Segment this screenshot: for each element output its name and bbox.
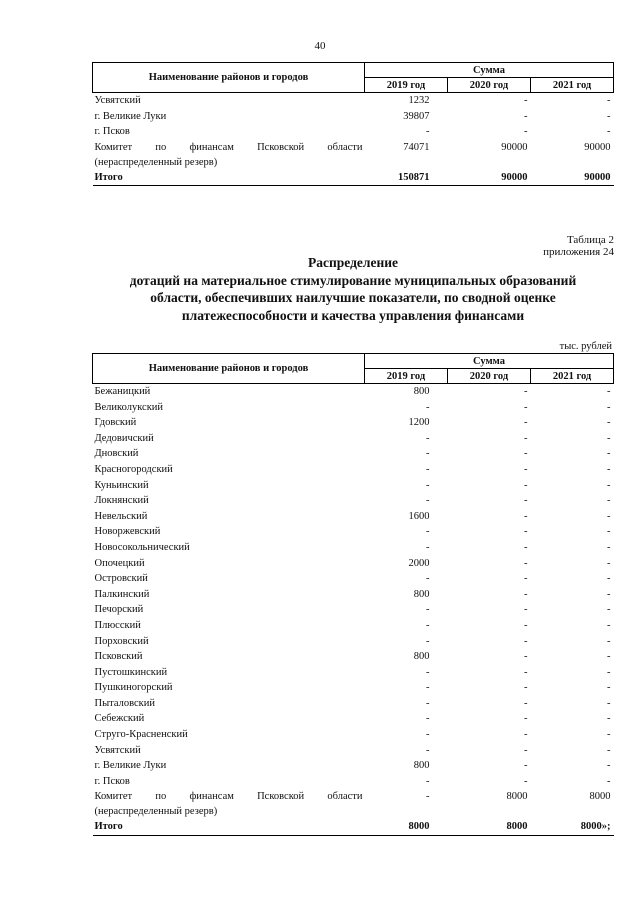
value-2021: - [607, 417, 611, 429]
row-name: Пыталовский [94, 697, 155, 709]
value-2019: - [426, 126, 430, 138]
table-row-committee [93, 789, 614, 819]
value-2021: - [607, 588, 611, 600]
row-name: г. Великие Луки [94, 760, 167, 772]
row-name: Печорский [94, 604, 144, 616]
committee-word: области [327, 141, 363, 153]
document-title [92, 254, 614, 324]
value-2020: - [524, 557, 528, 569]
row-name: г. Великие Луки [94, 110, 167, 122]
value-2020: - [524, 697, 528, 709]
total-2021: 90000 [531, 170, 614, 186]
table-row [93, 696, 614, 712]
value-2021: - [607, 651, 611, 663]
value-2020: - [524, 573, 528, 585]
value-2019: - [426, 541, 430, 553]
value-2019: 74071 [403, 141, 430, 153]
committee-line2: (нераспределенный резерв) [94, 156, 218, 168]
value-2019: 800 [413, 760, 430, 772]
committee-word: Псковской [257, 141, 305, 153]
value-2020: - [524, 386, 528, 397]
value-2019: 1600 [408, 510, 430, 522]
table-row [93, 587, 614, 603]
table-row [93, 711, 614, 727]
committee-line2: (нераспределенный резерв) [94, 806, 218, 818]
value-2020: - [524, 666, 528, 678]
value-2021: - [607, 526, 611, 538]
committee-line1 [95, 789, 363, 804]
row-name: Усвятский [94, 744, 141, 756]
row-name: Великолукский [94, 401, 164, 413]
table-row [93, 556, 614, 572]
row-name: г. Псков [94, 126, 130, 138]
value-2020: - [524, 479, 528, 491]
table-row [93, 93, 614, 109]
header-year-2021: 2021 год [531, 78, 614, 93]
value-2021: - [607, 495, 611, 507]
total-2019: 150871 [365, 170, 448, 186]
value-2019: - [426, 666, 430, 678]
table-1 [92, 62, 614, 186]
value-2021: - [607, 463, 611, 475]
value-2021: - [607, 682, 611, 694]
table-row [93, 109, 614, 125]
table-row [93, 758, 614, 774]
value-2020: - [524, 635, 528, 647]
title-line4: платежеспособности и качества управления финансами [181, 307, 525, 323]
row-name: Невельский [94, 510, 148, 522]
value-2019: 800 [413, 386, 430, 397]
table-row [93, 602, 614, 618]
row-name: г. Псков [94, 775, 130, 787]
value-2019: - [426, 479, 430, 491]
table-row [93, 446, 614, 462]
value-2020: - [524, 401, 528, 413]
row-name: Дедовичский [94, 432, 154, 444]
table-row [93, 634, 614, 650]
total-label: Итого [93, 819, 365, 835]
row-name: Струго-Красненский [94, 729, 188, 741]
value-2019: - [426, 526, 430, 538]
table-row [93, 524, 614, 540]
row-name: Усвятский [94, 95, 141, 106]
row-name: Дновский [94, 448, 139, 460]
value-2021: - [607, 510, 611, 522]
value-2019: - [426, 791, 430, 803]
value-2020: - [524, 432, 528, 444]
total-2021: 8000»; [531, 819, 614, 835]
row-name: Плюсский [94, 619, 141, 631]
value-2020: - [524, 463, 528, 475]
value-2021: - [607, 744, 611, 756]
value-2021: - [607, 448, 611, 460]
row-name [93, 140, 365, 170]
value-2019: 800 [413, 651, 430, 663]
value-2020: - [524, 588, 528, 600]
row-name: Новосокольнический [94, 541, 190, 553]
total-label: Итого [93, 170, 365, 186]
title-line3: области, обеспечивших наилучшие показатели, по сводной оценке [150, 290, 556, 305]
table-row [93, 384, 614, 400]
value-2020: - [524, 729, 528, 741]
table-2-body [93, 384, 614, 836]
table-row [93, 509, 614, 525]
value-2020: - [524, 744, 528, 756]
header-year-2020: 2020 год [448, 369, 531, 384]
value-2021: - [607, 573, 611, 585]
value-2021: 90000 [584, 141, 611, 153]
committee-word: по [155, 141, 167, 153]
row-name: Красногородский [94, 463, 173, 475]
value-2021: - [607, 401, 611, 413]
value-2021: - [607, 110, 611, 122]
table-caption-line1: Таблица 2 [566, 234, 614, 246]
value-2020: - [524, 541, 528, 553]
value-2020: 8000 [506, 791, 528, 803]
value-2019: - [426, 432, 430, 444]
value-2019: - [426, 635, 430, 647]
table-row [93, 124, 614, 140]
committee-word: Псковской [257, 791, 305, 803]
value-2021: - [607, 666, 611, 678]
value-2020: - [524, 775, 528, 787]
title-line1: Распределение [307, 255, 399, 270]
table-row [93, 571, 614, 587]
table-row [93, 400, 614, 416]
value-2020: - [524, 760, 528, 772]
table-row [93, 540, 614, 556]
header-year-2020: 2020 год [448, 78, 531, 93]
value-2021: - [607, 541, 611, 553]
header-sum: Сумма [365, 354, 614, 369]
row-name: Островский [94, 573, 148, 585]
header-year-2021: 2021 год [531, 369, 614, 384]
value-2019: - [426, 401, 430, 413]
value-2021: 8000 [589, 791, 611, 803]
table-row [93, 431, 614, 447]
table-row [93, 649, 614, 665]
value-2019: 1200 [408, 417, 430, 429]
value-2021: - [607, 479, 611, 491]
header-name: Наименование районов и городов [93, 354, 365, 384]
table-row [93, 493, 614, 509]
table-row-total [93, 819, 614, 835]
value-2021: - [607, 775, 611, 787]
table-row [93, 680, 614, 696]
title-line2: дотаций на материальное стимулирование муниципальных образований [129, 272, 577, 288]
value-2021: - [607, 697, 611, 709]
committee-word: Комитет [94, 141, 133, 153]
value-2020: - [524, 495, 528, 507]
row-name: Псковский [94, 651, 143, 663]
value-2019: - [426, 729, 430, 741]
value-2021: - [607, 619, 611, 631]
value-2021: - [607, 126, 611, 138]
value-2021: - [607, 760, 611, 772]
value-2020: - [524, 651, 528, 663]
value-2020: - [524, 604, 528, 616]
committee-word: области [327, 791, 363, 803]
row-name: Локнянский [94, 495, 149, 507]
value-2021: - [607, 386, 611, 397]
table-row [93, 743, 614, 759]
value-2019: - [426, 682, 430, 694]
committee-line1 [95, 140, 363, 155]
value-2019: - [426, 604, 430, 616]
value-2020: - [524, 510, 528, 522]
value-2021: - [607, 635, 611, 647]
header-sum: Сумма [365, 63, 614, 78]
committee-word: финансам [189, 791, 234, 803]
row-name: Опочецкий [94, 557, 145, 569]
value-2021: - [607, 604, 611, 616]
table-row [93, 462, 614, 478]
value-2020: - [524, 126, 528, 138]
row-name: Палкинский [94, 588, 150, 600]
value-2020: - [524, 713, 528, 725]
row-name: Пустошкинский [94, 666, 168, 678]
header-name: Наименование районов и городов [93, 63, 365, 93]
value-2019: - [426, 448, 430, 460]
value-2020: - [524, 95, 528, 106]
value-2020: - [524, 619, 528, 631]
total-2019: 8000 [365, 819, 448, 835]
table-row [93, 727, 614, 743]
committee-word: Комитет [94, 791, 133, 803]
committee-word: финансам [189, 141, 234, 153]
value-2020: 90000 [501, 141, 528, 153]
value-2020: - [524, 682, 528, 694]
value-2019: - [426, 744, 430, 756]
value-2019: - [426, 775, 430, 787]
value-2020: - [524, 110, 528, 122]
value-2019: - [426, 463, 430, 475]
table-row-committee [93, 140, 614, 170]
value-2021: - [607, 729, 611, 741]
value-2021: - [607, 432, 611, 444]
value-2019: 2000 [408, 557, 430, 569]
header-year-2019: 2019 год [365, 369, 448, 384]
value-2019: 39807 [403, 110, 430, 122]
total-2020: 90000 [448, 170, 531, 186]
page-number: 40 [314, 40, 326, 52]
row-name: Куньинский [94, 479, 149, 491]
row-name: Бежаницкий [94, 386, 151, 397]
row-name: Порховский [94, 635, 149, 647]
value-2019: - [426, 495, 430, 507]
value-2019: - [426, 573, 430, 585]
committee-word: по [155, 791, 167, 803]
table-row [93, 774, 614, 790]
row-name: Гдовский [94, 417, 137, 429]
table-row [93, 665, 614, 681]
table-row-total [93, 170, 614, 186]
value-2019: - [426, 713, 430, 725]
table-row [93, 415, 614, 431]
value-2020: - [524, 417, 528, 429]
value-2019: - [426, 619, 430, 631]
header-year-2019: 2019 год [365, 78, 448, 93]
value-2020: - [524, 526, 528, 538]
value-2021: - [607, 557, 611, 569]
value-2020: - [524, 448, 528, 460]
value-2019: 800 [413, 588, 430, 600]
table-caption-line2: приложения 24 [543, 246, 614, 258]
table-2 [92, 353, 614, 836]
units-label: тыс. рублей [559, 341, 612, 352]
value-2019: - [426, 697, 430, 709]
row-name: Пушкиногорский [94, 682, 173, 694]
row-name: Себежский [94, 713, 145, 725]
row-name [93, 789, 365, 819]
table-row [93, 618, 614, 634]
table-row [93, 478, 614, 494]
row-name: Новоржевский [94, 526, 161, 538]
table-1-body [93, 93, 614, 186]
value-2021: - [607, 95, 611, 106]
total-2020: 8000 [448, 819, 531, 835]
value-2019: 1232 [408, 95, 430, 106]
value-2021: - [607, 713, 611, 725]
